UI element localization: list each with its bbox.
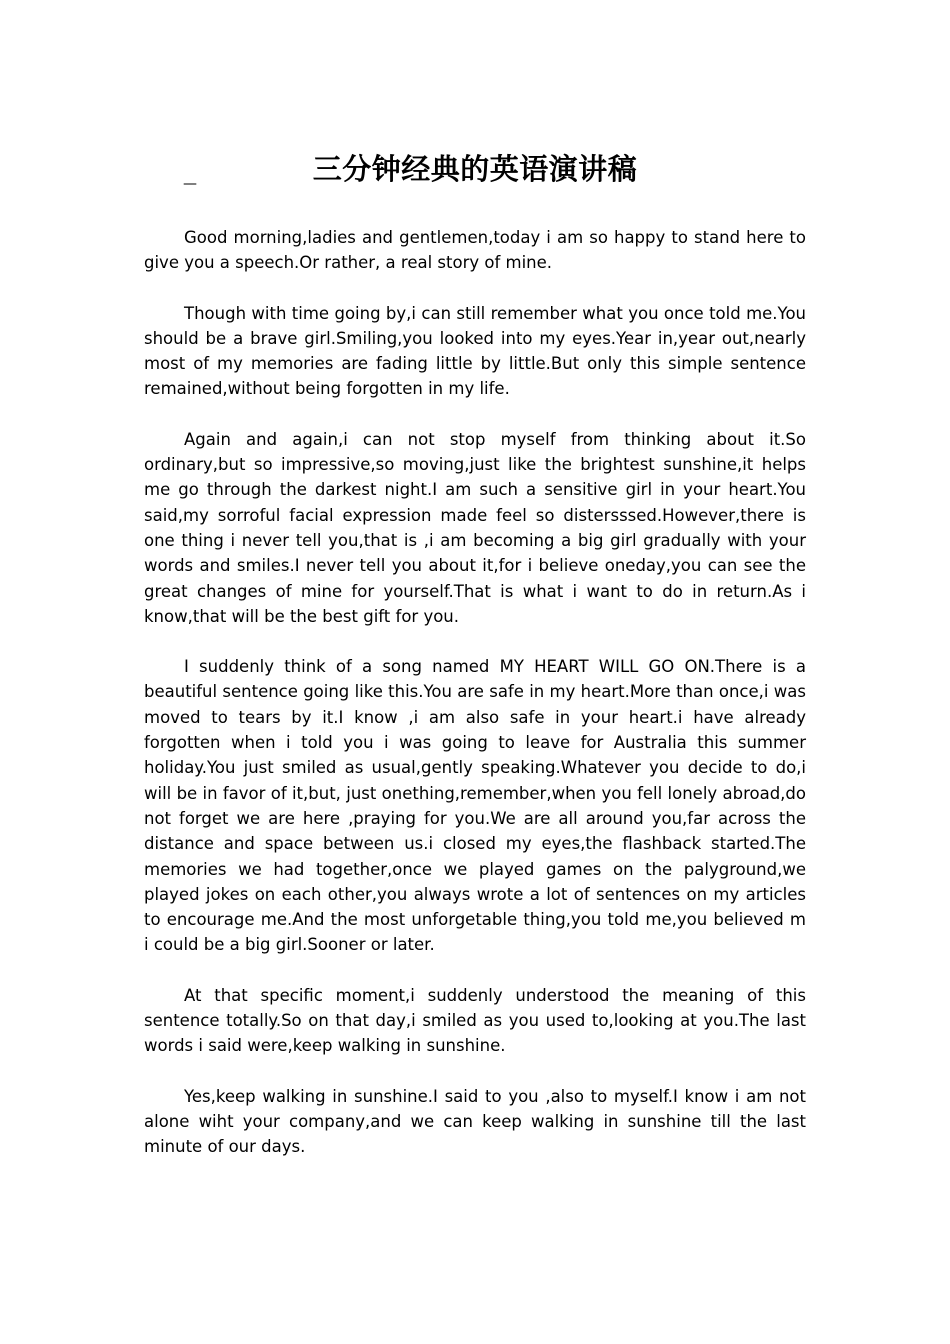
paragraph-2: Though with time going by,i can still remember what you once told me.You should be a brave girl.Smiling,you looked into my eyes.Year in,year out,nearly most of my memories are fading little by little.But only this simple sentence remained,without being forgotten in my life. bbox=[144, 303, 806, 399]
speech-body bbox=[144, 225, 806, 1185]
paragraph-1: Good morning,ladies and gentlemen,today i am so happy to stand here to give you a speech.Or rather, a real story of mine. bbox=[144, 228, 806, 273]
dash-mark: — bbox=[183, 176, 197, 192]
paragraph-3: Again and again,i can not stop myself from thinking about it.So ordinary,but so impressive,so moving,just like the brightest sunshine,it helps me go through the darkest night.I am such a sensitive girl in your heart.You said,my sorroful facial expression made feel so distersssed.However,there is one thing i never tell you,that is ,i am becoming a big girl gradually with your words and smiles.I never tell you about it,for i believe oneday,you can see the great changes of mine for yourself.That is what i want to do in return.As i know,that will be the best gift for you. bbox=[144, 429, 806, 626]
paragraph-4: I suddenly think of a song named MY HEART WILL GO ON.There is a beautiful sentence going like this.You are safe in my heart.More than once,i was moved to tears by it.I know ,i am also safe in your heart.i have already forgotten when i told you i was going to leave for Australia this summer holiday.You just smiled as usual,gently speaking.Whatever you decide to do,i will be in favor of it,but, just onething,remember,when you fell lonely abroad,do not forget we are here ,praying for you.We are all around you,far across the distance and space between us.i closed my eyes,the flashback started.The memories we had together,once we played games on the palyground,we played jokes on each other,you always wrote a lot of sentences on my articles to encourage me.And the most unforgetable thing,you told me,you believed m i could be a big girl.Sooner or later. bbox=[144, 657, 806, 955]
paragraph-5: At that specific moment,i suddenly understood the meaning of this sentence totally.So on that day,i smiled as you used to,looking at you.The last words i said were,keep walking in sunshine. bbox=[144, 985, 806, 1056]
paragraph-6: Yes,keep walking in sunshine.I said to you ,also to myself.I know i am not alone wiht your company,and we can keep walking in sunshine till the last minute of our days. bbox=[144, 1086, 806, 1157]
page-title: 三分钟经典的英语演讲稿 bbox=[312, 152, 638, 187]
